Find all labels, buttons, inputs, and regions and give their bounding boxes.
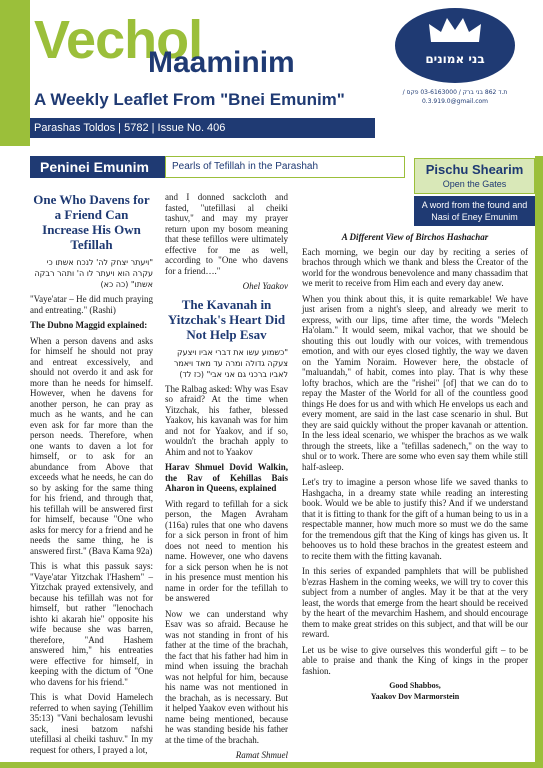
article-title: The Kavanah in Yitzchak's Heart Did Not Help Esav [167,296,286,342]
paragraph: This is what this passuk says: "Vaye'atar Yitzchak l'Hashem" – Yitzchak prayed extensively, and because his tefillah was not for himself, but rather "lenochach ishto ki akarah hie" opposite his wife because she was barren, therefore, "And Hashem answered him," his entreaties were effective for himself, in keeping with the dictum of "One who davens for his friend." [30,561,153,687]
article-title: One Who Davens for a Friend Can Increase His Own Tefillah [33,192,150,252]
hebrew-passuk: "ויעתר יצחק לה' לנכח אשתו כי עקרה הוא ויעתר לו ה' ותהר רבקה אשתו" (כה כא) [34,258,153,289]
logo-address: ת.ד 862 בני ברק / 03-6163000 פקס / 0.3.919.0@gmail.com [402,89,508,105]
paragraph: This is what Dovid Hamelech referred to when saying (Tehillim 35:13) "Vani bechalosam levushi sack, inesi batzom nafshi utefillasi al cheiki tashuv." In my request for others, I prayed a lot, [30,692,153,755]
signoff-greeting: Good Shabbos, [389,681,441,690]
issue-bar: Parashas Toldos | 5782 | Issue No. 406 [30,118,375,138]
left-accent-bar [0,0,30,146]
section-title-peninei: Peninei Emunim [30,156,165,178]
pischu-subtitle: Open the Gates [442,179,507,189]
dubno-heading: The Dubno Maggid explained: [30,320,148,330]
column-1 [30,192,153,760]
source-citation: Ohel Yaakov [242,281,288,291]
hebrew-passuk: "כשמוע עשו את דברי אביו ויצעק צעקה גדולה ומרה עד מאד ויאמר לאביו ברכני גם אני אבי" (כז לד) [173,347,288,379]
signoff-author: Yaakov Dov Marmorstein [370,691,460,701]
paragraph: In this series of expanded pamphlets that will be published b'ezras Hashem in the coming weeks, we will try to cover this subject from a number of angles. May it be that at the very least, the words that emerge from the heart should be received by the heart of the mevarchim Hashem, and should encourage them to make great strides on this subject, and that will be our reward. [302,566,528,639]
right-accent-bar [535,156,543,768]
title-maaminim: Maaminim [148,46,295,79]
paragraph: When a person davens and asks for himself he should not pray and entreat excessively, and should not overdo it and ask for more than he needs for himself. However, when he davens for another person, he can pray as much as he wants, and he can even ask for far more than the person needs. Therefore, when one wants to daven a lot for himself, or to ask for an abundance from Above that exceeds what he needs, he can do so by asking for the same thing for his friend, and through that, his tefillah will be answered first for himself, because "One who asks for mercy for a friend and he needs the same thing, he is answered first." (Bava Kama 92a) [30,335,153,556]
logo-name: בני אמונים [425,52,485,66]
source-citation: Ramat Shmuel [235,750,288,760]
logo [380,8,530,138]
rashi-quote: "Vaye'atar – He did much praying and entreating." (Rashi) [30,294,153,315]
word-from-founder: A word from the found and Nasi of Eney Emunim [414,196,535,226]
column-3 [302,192,528,702]
leaflet-subtitle: A Weekly Leaflet From "Bnei Emunim" [34,90,345,109]
paragraph: and I donned sackcloth and fasted, "utefillasi al cheiki tashuv," and may my prayer return upon my bosom meaning that these tefillos were ultimately effective for me as well, according to "One who davens for a friend…." [165,192,288,276]
section-subtitle-pearls: Pearls of Tefillah in the Parashah [165,156,405,178]
footer-bar [0,762,543,768]
pischu-title: Pischu Shearim [425,162,524,177]
paragraph: Let us be wise to give ourselves this wonderful gift – to be able to praise and thank the King of kings in the proper fashion. [302,644,528,676]
paragraph: With regard to tefillah for a sick person, the Magen Avraham (116a) rules that one who davens for a sick person in front of him does not need to mention his name. However, one who davens for a sick person when he is not in his presence must mention his name in order for the tefillah to be answered [165,498,288,603]
paragraph: Each morning, we begin our day by reciting a series of brachos through which we thank and bless the Creator of the world for the wondrous benevolence and many chassadim that we merit to receive from Him each and every day anew. [302,246,528,288]
crown-icon [427,16,483,46]
paragraph: Now we can understand why Esav was so afraid. Because he was not standing in front of his father at the time of the brachah, the fact that his father had him in mind when issuing the brachah was not helpful for him, because his name was not mentioned in the brachah, as is necessary. But it helped Yaakov even without his name being mentioned, because he was standing beside his father at the time of the brachah. [165,608,288,745]
rav-heading: Harav Shmuel Dovid Walkin, the Rav of Kehillas Bais Aharon in Queens, explained [165,462,288,493]
article-heading: A Different View of Birchos Hashachar [341,232,489,242]
paragraph: Let's try to imagine a person whose life we saved thanks to Hashgacha, in a dreamy state while reading an interesting book. Would we be able to justify this? And if we understand that it is fitting to thank for the gift of a human being to us in a respectable manner, how much more so must we do the same for the tremendous gift that the King of kings has given us. It behooves us to hold these brachos in the greatest esteem and to recite them with the fitting kavanah. [302,477,528,561]
paragraph: The Ralbag asked: Why was Esav so afraid? At the time when Yitzchak, his father, blessed Yaakov, his kavanah was for him and not for Yaakov, and if so, wouldn't the brachah apply to Ahim and not to Yaakov [165,383,288,457]
title-vechol: Vechol [34,10,203,70]
paragraph: When you think about this, it is quite remarkable! We have just arisen from a night's sleep, and already we merit to express, with our lips, time after time, the words "Melech Ha'olam." It would seem, mikal vachor, that we should be shouting this out loudly with our voices, with tremendous emotion, and with our eyes closed tightly, the way we daven on the Yamim Noraim. However here, the obstacle of "maluandah," of habit, comes into play. That is why these lofty brachos, which are the "rishei" [of] that we can do to repay the Master of the World for all of the countless good things He does for us and with which He envelops us each and every moment, are said in the last case scenario in shul. But they are said quickly without the proper kavanah or attention. In the less ideal scenario, we whisper the brachos as we walk through the streets, like a "tefillas sadenech," on the way to shul or to work. There are some who even say them while still half-asleep. [302,293,528,472]
pischu-shearim-box [414,158,535,194]
header [0,0,543,146]
column-2 [165,192,288,766]
